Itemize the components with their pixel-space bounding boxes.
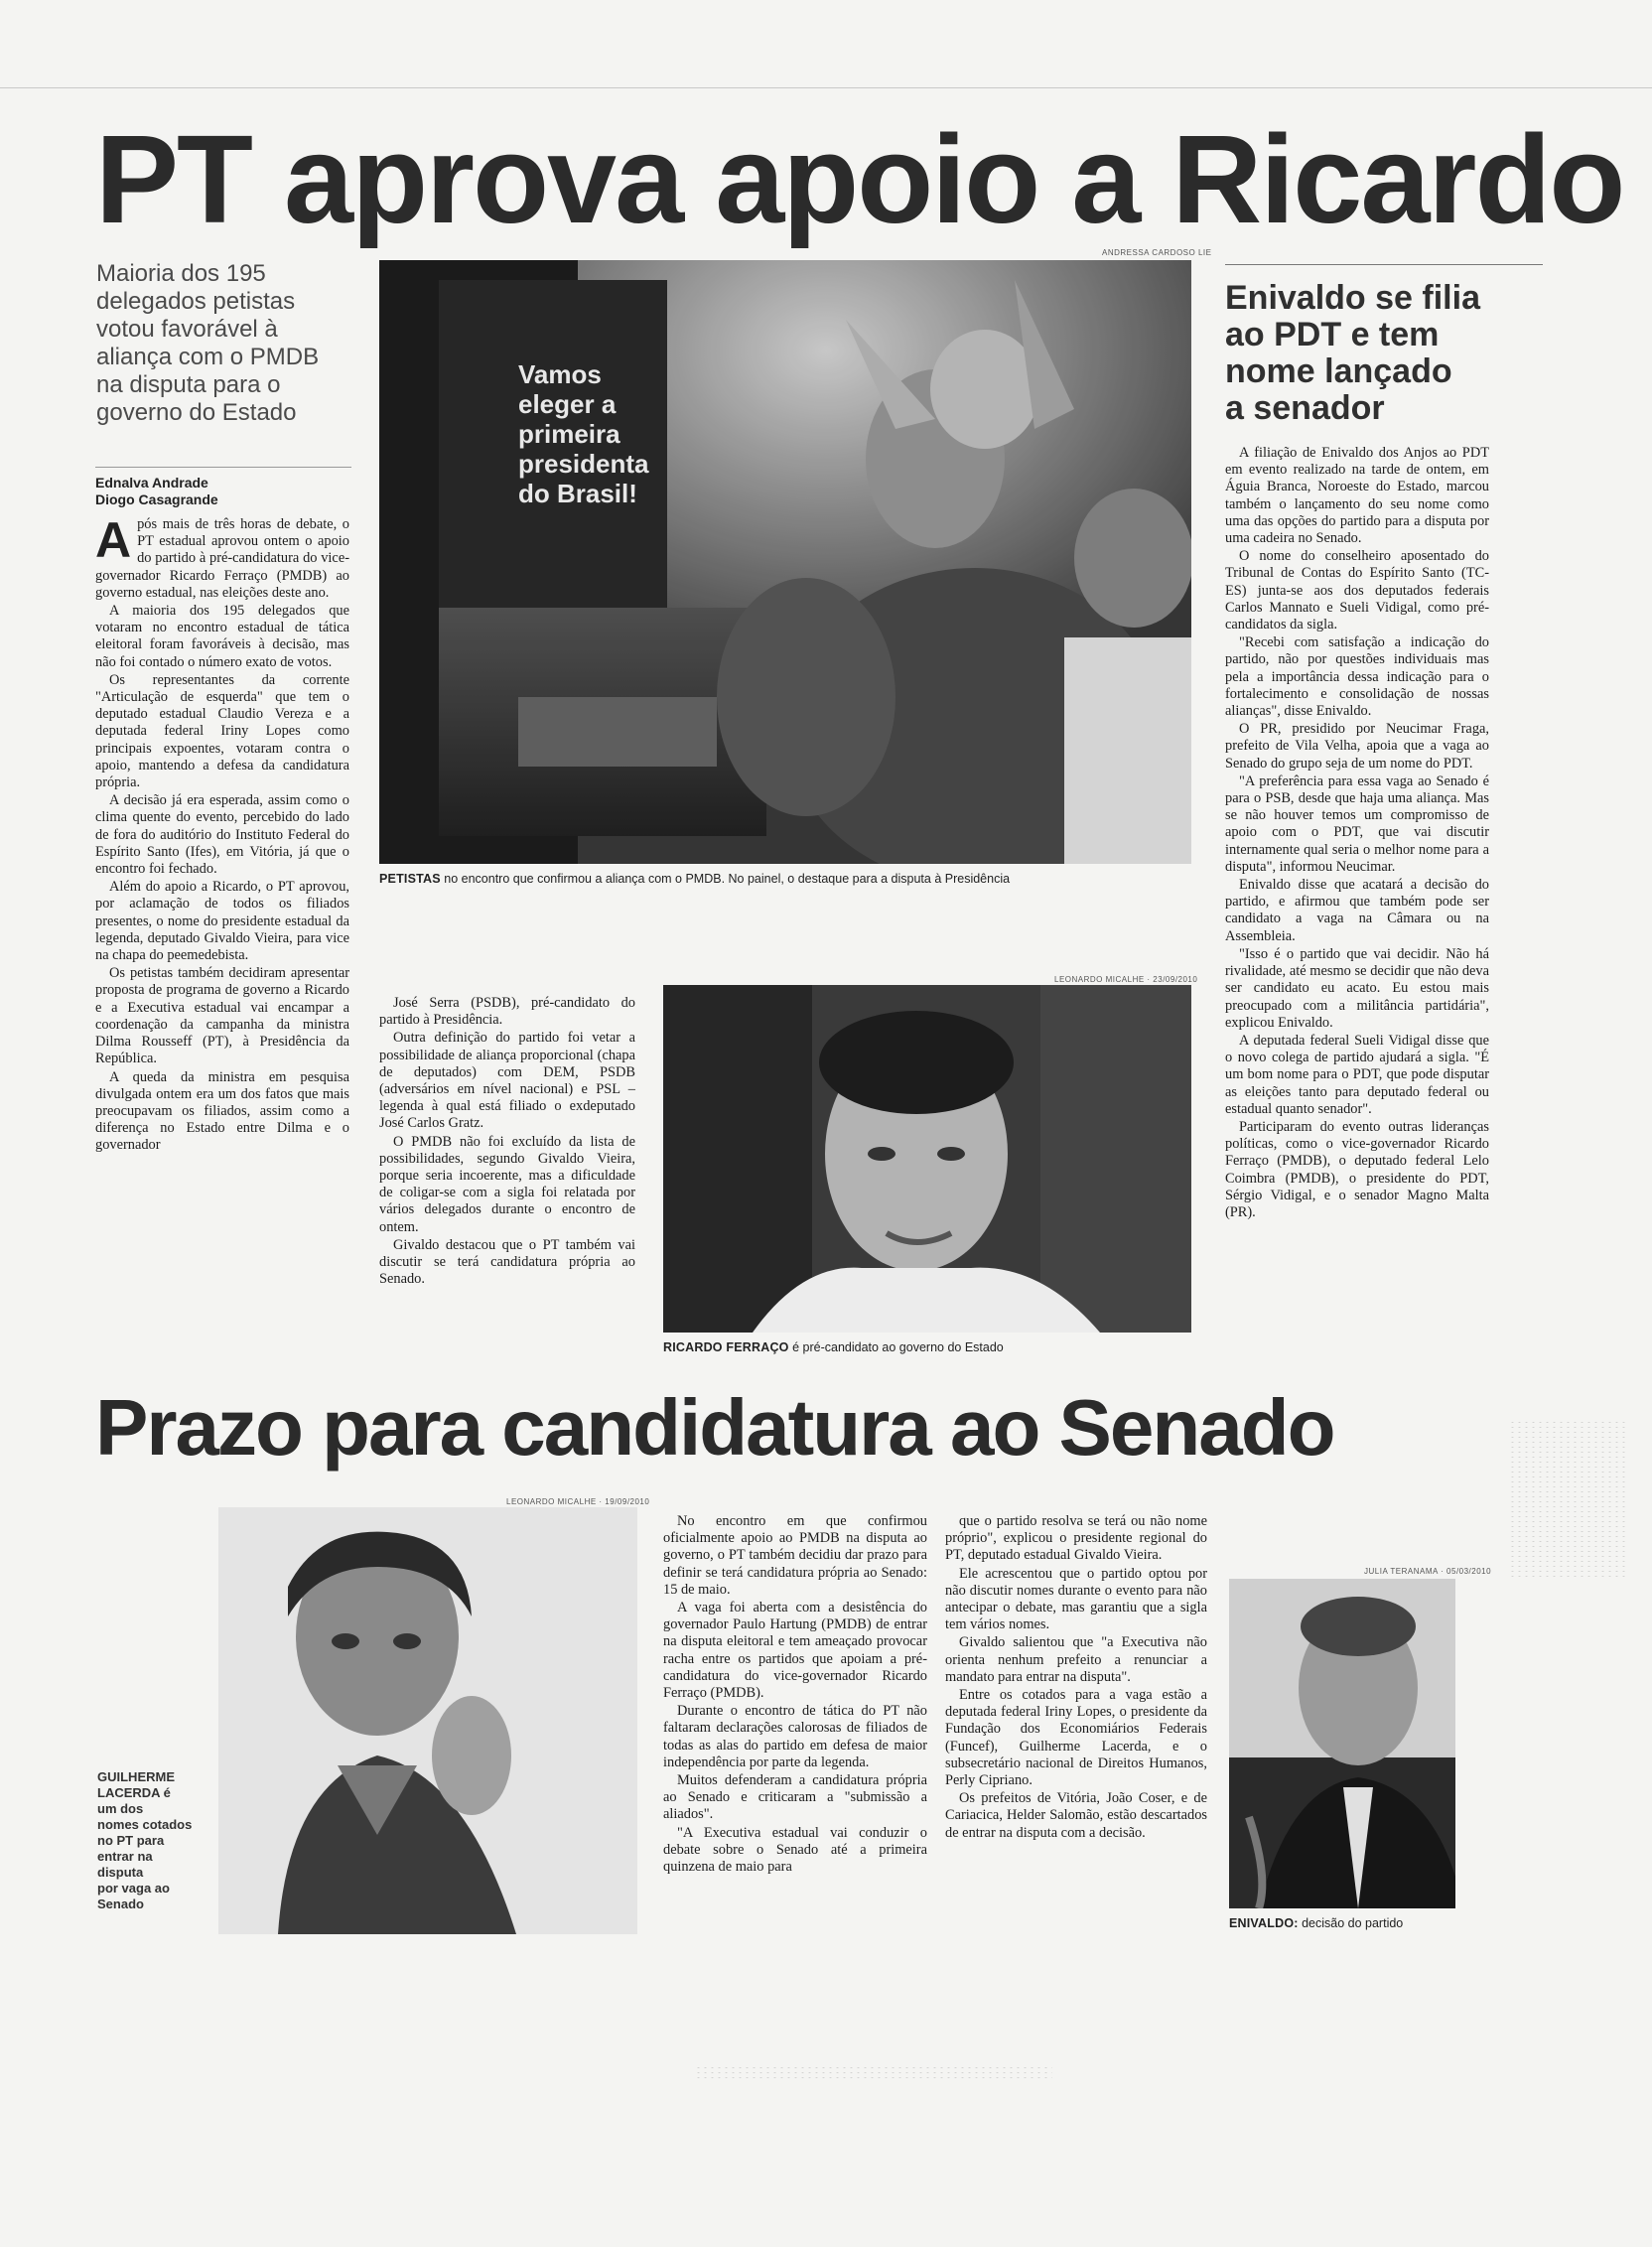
main-paragraph-text: pós mais de três horas de debate, o PT estadual aprovou ontem o apoio do partido à pré-candidatura do vice-governador Ricardo Ferraço (PMDB) ao governo estadual, nas eleições deste ano.: [95, 516, 349, 601]
sidebar-paragraph: "A preferência para essa vaga ao Senado é para o PSB, desde que haja uma aliança. Mas se não houver temos um compromisso de apoio com o PDT, que vai discutir internamente qual seria o melhor nome para a disputa", informou Neucimar.: [1225, 772, 1489, 875]
second-story-column-2: [945, 1513, 1207, 1843]
main-paragraph: [95, 512, 349, 602]
main-subhead: Maioria dos 195 delegados petistas votou favorável à aliança com o PMDB na disputa para o governo do Estado: [96, 260, 320, 426]
main-paragraph: A decisão já era esperada, assim como o clima quente do evento, percebido do lado de fora do auditório do Instituto Federal do Espírito Santo (Ifes), em Vitória, já que o encontro foi fechado.: [95, 792, 349, 878]
rally-photo-illustration: [379, 260, 1191, 864]
sidebar-headline: Enivaldo se filia ao PDT e tem nome lançado a senador: [1225, 279, 1480, 427]
sidebar-paragraph: "Recebi com satisfação a indicação do partido, não por questões individuais mas pela a importância dessa indicação para o fortalecimento e consolidação de nossas alianças", disse Enivaldo.: [1225, 634, 1489, 720]
sidebar-paragraph: A deputada federal Sueli Vidigal disse que o novo colega de partido ajudará a sigla. "É um bom nome para o PDT, que pode disputar as eleições tanto para deputado federal ou estadual quanto senador".: [1225, 1032, 1489, 1117]
enivaldo-photo-caption: [1229, 1916, 1403, 1931]
caption-label: RICARDO FERRAÇO: [663, 1340, 789, 1354]
caption-label: ENIVALDO:: [1229, 1916, 1299, 1930]
main-paragraph: Os petistas também decidiram apresentar proposta de programa de governo a Ricardo e a Executiva estadual vai encampar a coordenação da campanha da ministra Dilma Rousseff (PT), à Presidência da República.: [95, 965, 349, 1067]
second-paragraph: que o partido resolva se terá ou não nome próprio", explicou o presidente regional do PT, deputado estadual Givaldo Vieira.: [945, 1513, 1207, 1564]
caption-text: no encontro que confirmou a aliança com o PMDB. No painel, o destaque para a disputa à Presidência: [440, 872, 1011, 886]
second-paragraph: Os prefeitos de Vitória, João Coser, e de Cariacica, Helder Salomão, estão descartados de entrar na disputa com a decisão.: [945, 1790, 1207, 1841]
ricardo-photo: [663, 985, 1191, 1333]
second-paragraph: Durante o encontro de tática do PT não faltaram declarações calorosas de filiados de todas as alas do partido em defesa de maior independência por parte da legenda.: [663, 1703, 927, 1770]
sidebar-top-rule: [1225, 264, 1543, 265]
main-paragraph: Os representantes da corrente "Articulação de esquerda" que tem o deputado estadual Claudio Vereza e a deputada federal Iriny Lopes como principais expoentes, votaram contra o apoio, mantendo a defesa da candidatura própria.: [95, 671, 349, 791]
main-paragraph: Givaldo destacou que o PT também vai discutir se terá candidatura própria ao Senado.: [379, 1236, 635, 1288]
main-paragraph: O PMDB não foi excluído da lista de possibilidades, segundo Givaldo Vieira, porque seria incoerente, mas a dificuldade de coligar-se com a sigla foi relatada por vários delegados durante o encontro de ontem.: [379, 1133, 635, 1235]
main-story-column-1: [95, 512, 349, 1156]
second-paragraph: A vaga foi aberta com a desistência do governador Paulo Hartung (PMDB) de entrar na disputa eleitoral e tem ameaçado provocar racha entre os partidos que apoiam a pré-candidatura do vice-governador Ricardo Ferraço (PMDB).: [663, 1600, 927, 1702]
portrait-enivaldo: [1229, 1579, 1455, 1908]
sidebar-column: [1225, 445, 1489, 1222]
main-headline: PT aprova apoio a Ricardo: [95, 109, 1624, 249]
main-photo-caption: [379, 872, 1010, 887]
sidebar-paragraph: "Isso é o partido que vai decidir. Não há rivalidade, até mesmo se decidir que não deva ser candidato eu acato. Eu estou mais preocupado com a militância partidária", explicou Enivaldo.: [1225, 945, 1489, 1031]
banner-text: Vamos eleger a primeira presidenta do Brasil!: [518, 359, 649, 508]
main-story-column-2: [379, 995, 635, 1289]
main-paragraph: Além do apoio a Ricardo, o PT aprovou, por aclamação de todos os filiados presentes, o nome do presidente estadual da legenda, deputado Givaldo Vieira, para vice na chapa do peemedebista.: [95, 879, 349, 964]
page-top-edge: [0, 87, 1652, 88]
main-paragraph: A maioria dos 195 delegados que votaram no encontro estadual de tática eleitoral foram favoráveis à decisão, mas não foi contado o número exato de votos.: [95, 603, 349, 670]
second-paragraph: No encontro em que confirmou oficialmente apoio ao PMDB na disputa ao governo, o PT também decidiu dar prazo para definir se terá candidatura própria ao Senado: 15 de maio.: [663, 1513, 927, 1598]
byline: Ednalva Andrade Diogo Casagrande: [95, 475, 218, 507]
portrait-ricardo: [663, 985, 1191, 1333]
sidebar-paragraph: O nome do conselheiro aposentado do Tribunal de Contas do Espírito Santo (TC-ES) junta-se aos dos deputados federais Carlos Mannato e Sueli Vidigal, como pré-candidatos da sigla.: [1225, 548, 1489, 633]
caption-text: decisão do partido: [1298, 1916, 1404, 1930]
portrait-guilherme: [218, 1507, 637, 1934]
sidebar-paragraph: Participaram do evento outras lideranças políticas, como o vice-governador Ricardo Ferraço (PMDB), o deputado federal Lelo Coimbra (PMDB), o presidente do PDT, Sérgio Vidigal, e o senador Magno Malta (PR).: [1225, 1118, 1489, 1220]
second-story-column-1: [663, 1513, 927, 1877]
second-paragraph: Givaldo salientou que "a Executiva não orienta nenhum prefeito a renunciar a mandato para entrar na disputa".: [945, 1634, 1207, 1685]
second-paragraph: Muitos defenderam a candidatura própria ao Senado e criticaram a "submissão a aliados".: [663, 1772, 927, 1823]
second-paragraph: Entre os cotados para a vaga estão a deputada federal Iriny Lopes, o presidente da Fundação dos Economiários Federais (Funcef), Guilherme Lacerda, e o subsecretário nacional de Direitos Humanos, Perly Cipriano.: [945, 1687, 1207, 1789]
main-paragraph: José Serra (PSDB), pré-candidato do partido à Presidência.: [379, 995, 635, 1029]
sidebar-paragraph: Enivaldo disse que acatará a decisão do partido, e afirmou que também pode ser candidato a vaga na Câmara ou na Assembleia.: [1225, 877, 1489, 944]
photo-credit-ricardo: LEONARDO MICALHE · 23/09/2010: [1054, 975, 1198, 984]
main-paragraph: A queda da ministra em pesquisa divulgada ontem era um dos fatos que mais preocupavam os filiados, assim como a diferença no Estado entre Dilma e o governador: [95, 1068, 349, 1154]
main-paragraph: Outra definição do partido foi vetar a possibilidade de aliança proporcional (chapa de deputados) com DEM, PSDB (adversários em nível nacional) e PSL – legenda à qual está filiado o exdeputado José Carlos Gratz.: [379, 1030, 635, 1132]
enivaldo-photo: [1229, 1579, 1455, 1908]
sidebar-paragraph: A filiação de Enivaldo dos Anjos ao PDT em evento realizado na tarde de ontem, em Águia Branca, Noroeste do Estado, marcou também o lançamento do seu nome como uma das opções do partido para a disputa por uma cadeira no Senado.: [1225, 445, 1489, 547]
scan-speckle: [1509, 1420, 1628, 1579]
second-paragraph: "A Executiva estadual vai conduzir o debate sobre o Senado até a primeira quinzena de maio para: [663, 1824, 927, 1876]
photo-credit-main: ANDRESSA CARDOSO LIE: [1102, 248, 1212, 257]
caption-label: PETISTAS: [379, 872, 441, 886]
guilherme-photo-caption: GUILHERME LACERDA é um dos nomes cotados no PT para entrar na disputa por vaga ao Senado: [97, 1769, 193, 1911]
photo-credit-guilherme: LEONARDO MICALHE · 19/09/2010: [506, 1497, 650, 1506]
photo-credit-enivaldo: JULIA TERANAMA · 05/03/2010: [1364, 1567, 1492, 1576]
scan-speckle: [695, 2065, 1052, 2079]
second-headline: Prazo para candidatura ao Senado: [95, 1383, 1334, 1472]
caption-text: é pré-candidato ao governo do Estado: [788, 1340, 1004, 1354]
dropcap: A: [95, 512, 132, 568]
sidebar-paragraph: O PR, presidido por Neucimar Fraga, prefeito de Vila Velha, apoia que a vaga ao Senado do grupo seja de um nome do PDT.: [1225, 721, 1489, 772]
byline-rule: [95, 467, 351, 468]
guilherme-photo: [218, 1507, 637, 1934]
main-photo: [379, 260, 1191, 864]
ricardo-photo-caption: [663, 1340, 1004, 1355]
second-paragraph: Ele acrescentou que o partido optou por não discutir nomes durante o evento para não antecipar o debate, mas garantiu que a sigla tem vários nomes.: [945, 1565, 1207, 1633]
